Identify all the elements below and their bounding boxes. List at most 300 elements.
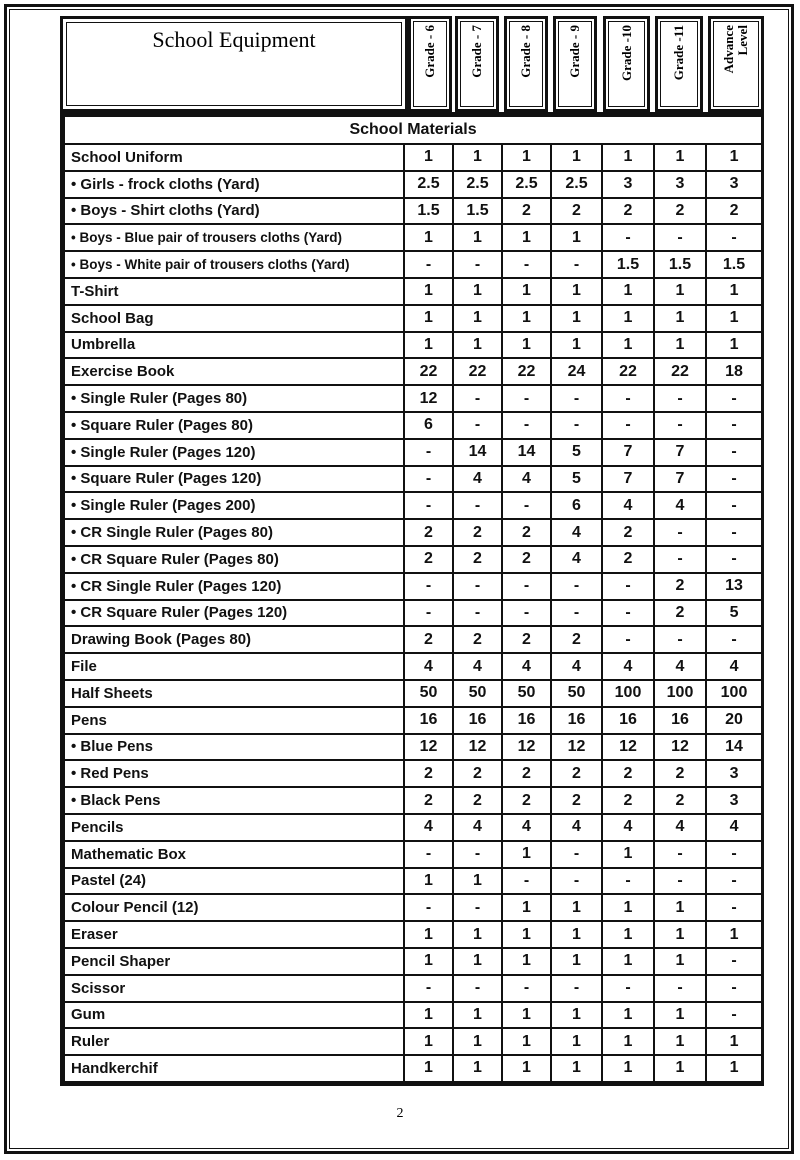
quantity-cell: 3 (654, 171, 706, 198)
quantity-cell: 1 (602, 1028, 654, 1055)
quantity-cell: 50 (551, 680, 602, 707)
quantity-cell: 1 (502, 841, 551, 868)
quantity-cell: 1 (453, 144, 502, 171)
item-name: • Single Ruler (Pages 120) (64, 439, 404, 466)
quantity-cell: 1 (706, 1055, 762, 1082)
quantity-cell: 2 (453, 546, 502, 573)
quantity-cell: 7 (654, 466, 706, 493)
quantity-cell: 2.5 (453, 171, 502, 198)
page-number: 2 (396, 1106, 404, 1121)
quantity-cell: 100 (706, 680, 762, 707)
quantity-cell: 5 (551, 439, 602, 466)
quantity-cell: - (706, 948, 762, 975)
item-name: • Square Ruler (Pages 120) (64, 466, 404, 493)
table-row (64, 600, 762, 627)
table-row (64, 868, 762, 895)
quantity-cell: 1 (654, 144, 706, 171)
quantity-cell: 1 (453, 1002, 502, 1029)
quantity-cell: 12 (654, 734, 706, 761)
grade-header-label: Grade - 6 (422, 25, 437, 78)
quantity-cell: 7 (602, 466, 654, 493)
item-name: • Boys - Blue pair of trousers cloths (Yard) (64, 224, 404, 251)
quantity-cell: 1 (602, 921, 654, 948)
quantity-cell: 1 (453, 224, 502, 251)
quantity-cell: 4 (404, 814, 453, 841)
quantity-cell: 1.5 (706, 251, 762, 278)
quantity-cell: 2 (453, 760, 502, 787)
item-name: Drawing Book (Pages 80) (64, 626, 404, 653)
quantity-cell: 1 (654, 332, 706, 359)
quantity-cell: 2 (602, 787, 654, 814)
grade-header-label: Grade -11 (671, 25, 686, 81)
grade-header-cell (504, 16, 548, 112)
table-row (64, 760, 762, 787)
quantity-cell: - (502, 573, 551, 600)
quantity-cell: 1 (453, 1055, 502, 1082)
table-row (64, 1055, 762, 1082)
item-name: Mathematic Box (64, 841, 404, 868)
quantity-cell: 1 (502, 1055, 551, 1082)
table-row (64, 707, 762, 734)
quantity-cell: 2 (551, 198, 602, 225)
quantity-cell: 12 (551, 734, 602, 761)
quantity-cell: - (654, 224, 706, 251)
quantity-cell: - (706, 385, 762, 412)
quantity-cell: 2 (602, 519, 654, 546)
quantity-cell: 4 (551, 814, 602, 841)
quantity-cell: 1 (602, 144, 654, 171)
quantity-cell: 50 (453, 680, 502, 707)
quantity-cell: 2 (551, 787, 602, 814)
quantity-cell: 2 (706, 198, 762, 225)
quantity-cell: 2 (453, 787, 502, 814)
quantity-cell: - (602, 224, 654, 251)
table-row (64, 894, 762, 921)
table-row (64, 224, 762, 251)
quantity-cell: 2 (404, 760, 453, 787)
grade-header-label: Grade -10 (618, 25, 634, 81)
quantity-cell: 1 (404, 278, 453, 305)
quantity-cell: 2 (654, 600, 706, 627)
quantity-cell: - (453, 573, 502, 600)
quantity-cell: 18 (706, 358, 762, 385)
quantity-cell: 2 (502, 546, 551, 573)
quantity-cell: - (404, 492, 453, 519)
grade-header-cell (408, 16, 452, 112)
quantity-cell: 1 (502, 948, 551, 975)
quantity-cell: 1 (602, 894, 654, 921)
quantity-cell: 4 (404, 653, 453, 680)
item-name: • CR Single Ruler (Pages 80) (64, 519, 404, 546)
quantity-cell: 1 (551, 1028, 602, 1055)
item-name: • CR Single Ruler (Pages 120) (64, 573, 404, 600)
quantity-cell: 1 (453, 921, 502, 948)
table-row (64, 814, 762, 841)
grade-header-label: Grade - 7 (469, 25, 484, 78)
quantity-cell: 1.5 (404, 198, 453, 225)
grade-header-label: Advance Level (721, 25, 750, 74)
grade-header-cell (708, 16, 764, 112)
quantity-cell: - (551, 600, 602, 627)
quantity-cell: 1.5 (654, 251, 706, 278)
quantity-cell: - (706, 975, 762, 1002)
quantity-cell: 16 (404, 707, 453, 734)
quantity-cell: - (706, 224, 762, 251)
quantity-cell: 1 (453, 305, 502, 332)
quantity-cell: - (706, 546, 762, 573)
item-name: • Square Ruler (Pages 80) (64, 412, 404, 439)
quantity-cell: - (404, 975, 453, 1002)
quantity-cell: - (706, 412, 762, 439)
quantity-cell: 1 (654, 278, 706, 305)
quantity-cell: 16 (602, 707, 654, 734)
item-name: Pastel (24) (64, 868, 404, 895)
quantity-cell: 1 (706, 305, 762, 332)
quantity-cell: - (453, 251, 502, 278)
quantity-cell: 4 (453, 653, 502, 680)
quantity-cell: - (602, 626, 654, 653)
quantity-cell: - (602, 600, 654, 627)
quantity-cell: - (706, 466, 762, 493)
item-name: • Blue Pens (64, 734, 404, 761)
quantity-cell: 1 (502, 332, 551, 359)
quantity-cell: - (404, 466, 453, 493)
table-row (64, 546, 762, 573)
quantity-cell: 1 (453, 278, 502, 305)
table-row (64, 734, 762, 761)
quantity-cell: - (706, 519, 762, 546)
quantity-cell: 1 (404, 1028, 453, 1055)
quantity-cell: 2 (453, 626, 502, 653)
quantity-cell: 5 (706, 600, 762, 627)
item-name: Pencils (64, 814, 404, 841)
quantity-cell: - (502, 975, 551, 1002)
quantity-cell: 1 (706, 332, 762, 359)
quantity-cell: 2.5 (551, 171, 602, 198)
quantity-cell: - (706, 841, 762, 868)
quantity-cell: 16 (453, 707, 502, 734)
quantity-cell: 12 (502, 734, 551, 761)
quantity-cell: 1 (602, 1055, 654, 1082)
quantity-cell: 1 (502, 1002, 551, 1029)
quantity-cell: 2 (654, 198, 706, 225)
quantity-cell: 4 (706, 814, 762, 841)
quantity-cell: 1.5 (602, 251, 654, 278)
table-row (64, 171, 762, 198)
quantity-cell: 1.5 (453, 198, 502, 225)
table-row (64, 332, 762, 359)
quantity-cell: - (706, 1002, 762, 1029)
quantity-cell: - (453, 841, 502, 868)
quantity-cell: 1 (404, 948, 453, 975)
quantity-cell: 2.5 (404, 171, 453, 198)
quantity-cell: 50 (404, 680, 453, 707)
quantity-cell: - (502, 868, 551, 895)
quantity-cell: - (404, 251, 453, 278)
quantity-cell: 4 (706, 653, 762, 680)
quantity-cell: - (404, 600, 453, 627)
grade-header-cell (455, 16, 499, 112)
item-name: School Uniform (64, 144, 404, 171)
quantity-cell: - (602, 975, 654, 1002)
table-row (64, 492, 762, 519)
table-row (64, 787, 762, 814)
quantity-cell: - (404, 894, 453, 921)
item-name: Eraser (64, 921, 404, 948)
quantity-cell: - (654, 868, 706, 895)
item-name: School Bag (64, 305, 404, 332)
quantity-cell: 3 (602, 171, 654, 198)
quantity-cell: 20 (706, 707, 762, 734)
section-header-row (64, 116, 762, 144)
section-title: School Materials (64, 116, 762, 144)
grade-header-label: Grade - 8 (518, 25, 533, 78)
item-name: • Boys - White pair of trousers cloths (Yard) (64, 251, 404, 278)
table-row (64, 251, 762, 278)
quantity-cell: 1 (502, 144, 551, 171)
quantity-cell: 1 (551, 278, 602, 305)
item-name: Pencil Shaper (64, 948, 404, 975)
quantity-cell: 1 (453, 1028, 502, 1055)
quantity-cell: 4 (502, 466, 551, 493)
quantity-cell: 1 (551, 948, 602, 975)
quantity-cell: 1 (502, 921, 551, 948)
quantity-cell: 2 (502, 198, 551, 225)
quantity-cell: 1 (551, 1055, 602, 1082)
quantity-cell: 1 (404, 305, 453, 332)
quantity-cell: 2 (404, 546, 453, 573)
quantity-cell: 1 (404, 921, 453, 948)
quantity-cell: - (654, 412, 706, 439)
quantity-cell: 4 (551, 653, 602, 680)
item-name: • Girls - frock cloths (Yard) (64, 171, 404, 198)
item-name: • Red Pens (64, 760, 404, 787)
quantity-cell: 100 (602, 680, 654, 707)
item-name: Handkerchif (64, 1055, 404, 1082)
quantity-cell: 2 (551, 626, 602, 653)
quantity-cell: 14 (706, 734, 762, 761)
quantity-cell: 1 (654, 1002, 706, 1029)
quantity-cell: 3 (706, 171, 762, 198)
quantity-cell: 1 (404, 868, 453, 895)
grade-header-cell (603, 16, 650, 112)
grade-header-label: Grade - 9 (567, 25, 582, 78)
table-row (64, 519, 762, 546)
quantity-cell: 2 (654, 787, 706, 814)
quantity-cell: - (706, 492, 762, 519)
quantity-cell: - (551, 868, 602, 895)
quantity-cell: 2 (502, 760, 551, 787)
quantity-cell: 4 (654, 492, 706, 519)
quantity-cell: 16 (502, 707, 551, 734)
item-name: Half Sheets (64, 680, 404, 707)
quantity-cell: 4 (453, 814, 502, 841)
quantity-cell: 2 (654, 573, 706, 600)
quantity-cell: 1 (654, 894, 706, 921)
quantity-cell: - (654, 519, 706, 546)
quantity-cell: 1 (502, 224, 551, 251)
item-name: • Single Ruler (Pages 200) (64, 492, 404, 519)
table-row (64, 1028, 762, 1055)
quantity-cell: - (602, 412, 654, 439)
table-row (64, 412, 762, 439)
quantity-cell: 1 (551, 332, 602, 359)
quantity-cell: 22 (453, 358, 502, 385)
table-row (64, 278, 762, 305)
quantity-cell: 14 (453, 439, 502, 466)
quantity-cell: - (654, 626, 706, 653)
quantity-cell: 22 (502, 358, 551, 385)
quantity-cell: 4 (602, 814, 654, 841)
quantity-cell: 2 (654, 760, 706, 787)
header-title-cell (60, 16, 408, 112)
quantity-cell: 4 (551, 546, 602, 573)
quantity-cell: - (602, 573, 654, 600)
table-row (64, 466, 762, 493)
quantity-cell: 1 (602, 841, 654, 868)
quantity-cell: 4 (551, 519, 602, 546)
quantity-cell: 5 (551, 466, 602, 493)
quantity-cell: 1 (404, 144, 453, 171)
quantity-cell: 2 (602, 546, 654, 573)
quantity-cell: 1 (551, 1002, 602, 1029)
quantity-cell: 1 (502, 1028, 551, 1055)
item-name: • Black Pens (64, 787, 404, 814)
quantity-cell: 2 (453, 519, 502, 546)
quantity-cell: 22 (404, 358, 453, 385)
quantity-cell: - (551, 841, 602, 868)
quantity-cell: 1 (706, 278, 762, 305)
quantity-cell: - (502, 492, 551, 519)
quantity-cell: - (654, 841, 706, 868)
quantity-cell: 1 (706, 921, 762, 948)
quantity-cell: 6 (404, 412, 453, 439)
quantity-cell: - (502, 385, 551, 412)
quantity-cell: 14 (502, 439, 551, 466)
quantity-cell: 1 (706, 144, 762, 171)
quantity-cell: - (706, 868, 762, 895)
table-row (64, 573, 762, 600)
quantity-cell: 1 (551, 224, 602, 251)
item-name: Exercise Book (64, 358, 404, 385)
quantity-cell: 2 (602, 760, 654, 787)
equipment-table (60, 112, 764, 1086)
quantity-cell: - (404, 573, 453, 600)
quantity-cell: 2 (404, 626, 453, 653)
quantity-cell: 2 (502, 787, 551, 814)
quantity-cell: - (551, 412, 602, 439)
quantity-cell: 12 (602, 734, 654, 761)
table-row (64, 1002, 762, 1029)
quantity-cell: 2.5 (502, 171, 551, 198)
table-row (64, 358, 762, 385)
quantity-cell: 12 (453, 734, 502, 761)
item-name: Pens (64, 707, 404, 734)
item-name: • Single Ruler (Pages 80) (64, 385, 404, 412)
quantity-cell: 1 (654, 305, 706, 332)
quantity-cell: 1 (602, 948, 654, 975)
quantity-cell: 1 (502, 278, 551, 305)
table-row (64, 975, 762, 1002)
quantity-cell: 4 (453, 466, 502, 493)
quantity-cell: 1 (453, 948, 502, 975)
quantity-cell: - (404, 439, 453, 466)
quantity-cell: - (654, 975, 706, 1002)
table-row (64, 385, 762, 412)
quantity-cell: 1 (602, 1002, 654, 1029)
quantity-cell: 1 (551, 894, 602, 921)
grade-header-cell (553, 16, 597, 112)
item-name: Gum (64, 1002, 404, 1029)
quantity-cell: - (453, 600, 502, 627)
quantity-cell: 1 (551, 144, 602, 171)
quantity-cell: 4 (502, 653, 551, 680)
quantity-cell: 1 (602, 332, 654, 359)
quantity-cell: 1 (602, 305, 654, 332)
quantity-cell: 2 (502, 519, 551, 546)
item-name: Ruler (64, 1028, 404, 1055)
header-title: School Equipment (152, 27, 316, 52)
quantity-cell: - (404, 841, 453, 868)
table-row (64, 921, 762, 948)
quantity-cell: - (551, 251, 602, 278)
item-name: • CR Square Ruler (Pages 120) (64, 600, 404, 627)
quantity-cell: 16 (551, 707, 602, 734)
item-name: Umbrella (64, 332, 404, 359)
quantity-cell: 1 (453, 332, 502, 359)
grade-header-cell (655, 16, 703, 112)
quantity-cell: 12 (404, 385, 453, 412)
quantity-cell: 2 (551, 760, 602, 787)
quantity-cell: 1 (602, 278, 654, 305)
quantity-cell: 1 (706, 1028, 762, 1055)
quantity-cell: 1 (551, 305, 602, 332)
quantity-cell: - (502, 251, 551, 278)
item-name: • CR Square Ruler (Pages 80) (64, 546, 404, 573)
quantity-cell: 7 (654, 439, 706, 466)
quantity-cell: 12 (404, 734, 453, 761)
quantity-cell: 1 (654, 1055, 706, 1082)
quantity-cell: - (654, 546, 706, 573)
quantity-cell: - (502, 600, 551, 627)
quantity-cell: 13 (706, 573, 762, 600)
quantity-cell: - (453, 894, 502, 921)
quantity-cell: 2 (602, 198, 654, 225)
quantity-cell: 2 (404, 787, 453, 814)
quantity-cell: 22 (602, 358, 654, 385)
quantity-cell: 1 (654, 1028, 706, 1055)
quantity-cell: - (453, 385, 502, 412)
item-name: Scissor (64, 975, 404, 1002)
quantity-cell: 100 (654, 680, 706, 707)
quantity-cell: - (706, 626, 762, 653)
table-row (64, 653, 762, 680)
quantity-cell: - (706, 439, 762, 466)
quantity-cell: - (551, 573, 602, 600)
quantity-cell: 1 (404, 1002, 453, 1029)
quantity-cell: 1 (404, 332, 453, 359)
quantity-cell: 16 (654, 707, 706, 734)
quantity-cell: 1 (551, 921, 602, 948)
quantity-cell: - (453, 975, 502, 1002)
table-row (64, 144, 762, 171)
table-row (64, 626, 762, 653)
quantity-cell: 1 (502, 894, 551, 921)
quantity-cell: - (602, 385, 654, 412)
quantity-cell: 24 (551, 358, 602, 385)
table-row (64, 198, 762, 225)
quantity-cell: - (453, 492, 502, 519)
